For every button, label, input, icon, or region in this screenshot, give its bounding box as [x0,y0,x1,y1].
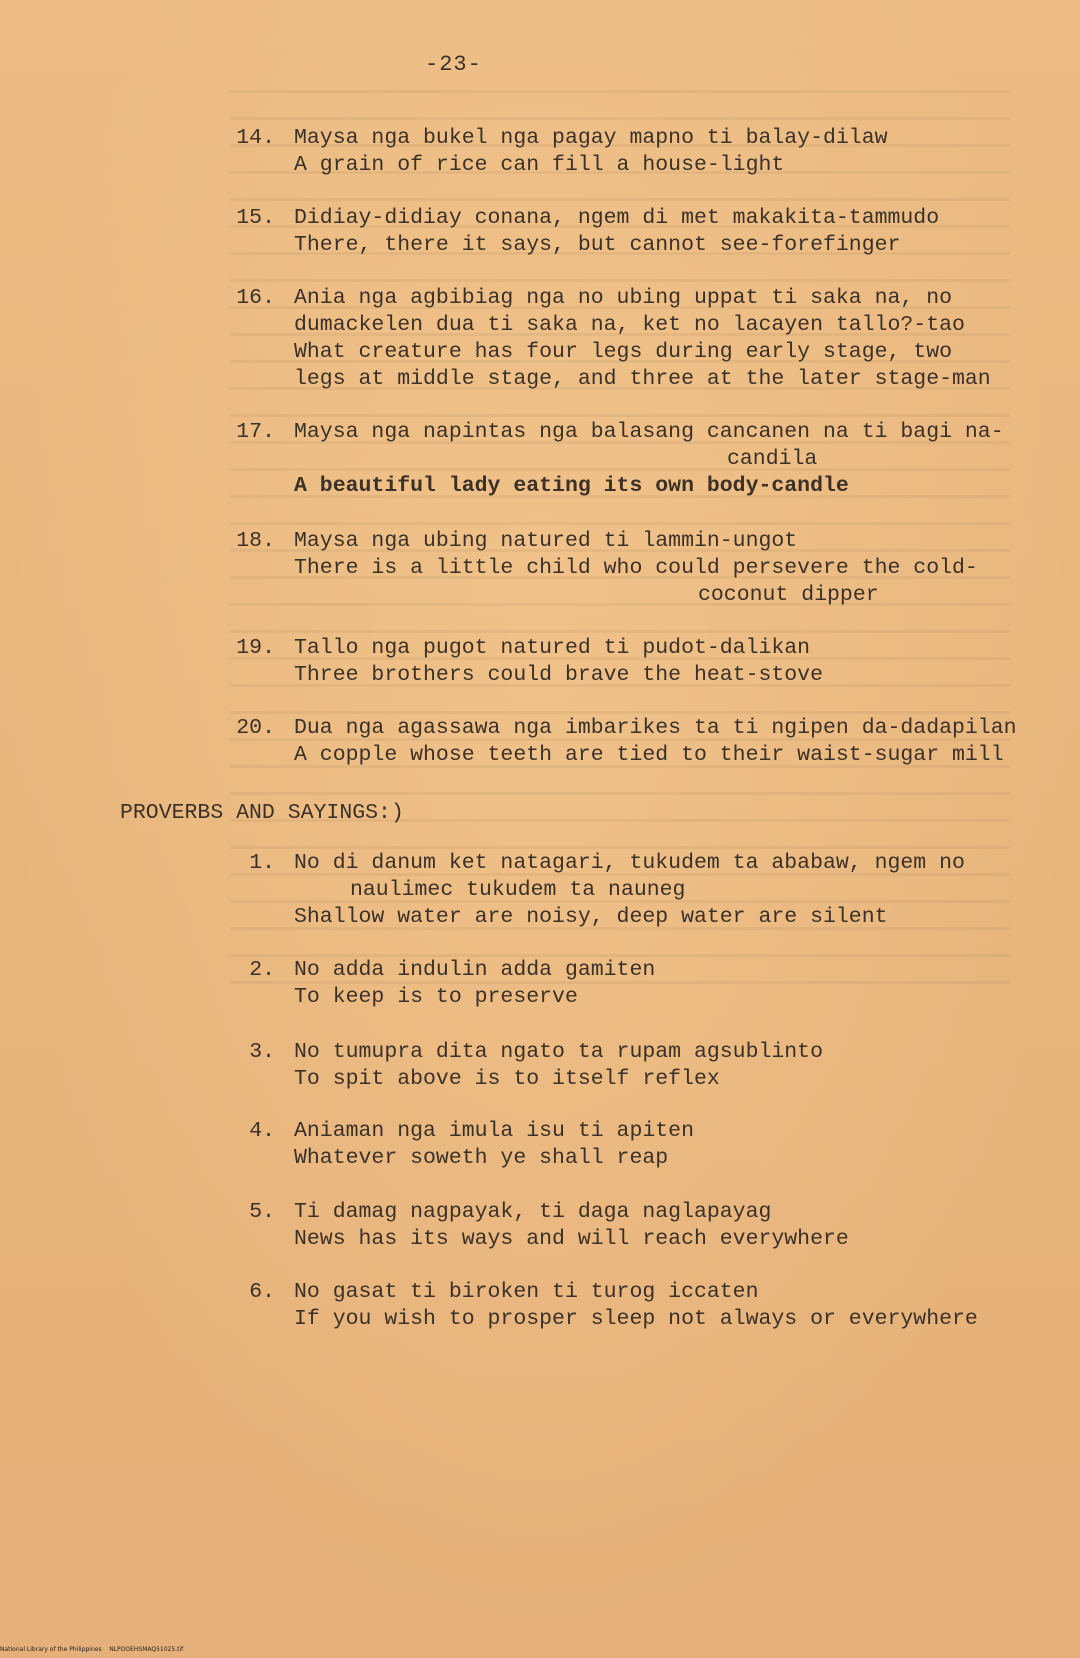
proverb-number: 4. [249,1119,275,1143]
riddle-number: 17. [236,420,275,444]
proverbs-heading: PROVERBS AND SAYINGS:) [120,801,404,825]
riddle-ilocano-line: Dua nga agassawa nga imbarikes ta ti ngipen da-dadapilan [294,716,1017,740]
riddle-english-line: A beautiful lady eating its own body-candle [294,474,849,498]
riddle-english-line: coconut dipper [698,583,879,607]
proverb-english-line: Whatever soweth ye shall reap [294,1146,669,1170]
proverb-english-line: To spit above is to itself reflex [294,1067,720,1091]
riddle-number: 15. [236,206,275,230]
proverb-number: 3. [249,1040,275,1064]
riddle-english-line: Three brothers could brave the heat-stove [294,663,823,687]
riddle-ilocano-line: Maysa nga ubing natured ti lammin-ungot [294,529,798,553]
riddle-english-line: legs at middle stage, and three at the later stage-man [294,367,991,391]
riddle-number: 18. [236,529,275,553]
riddle-ilocano-line: Tallo nga pugot natured ti pudot-dalikan [294,636,811,660]
proverb-number: 1. [249,851,275,875]
proverb-number: 6. [249,1280,275,1304]
proverb-ilocano-line: Ti damag nagpayak, ti daga naglapayag [294,1200,772,1224]
scan-footer: National Library of the Philippines NLPOOEHSMAQ51025.tif [0,1646,184,1653]
proverb-number: 2. [249,958,275,982]
riddle-ilocano-line: Maysa nga bukel nga pagay mapno ti balay-dilaw [294,126,888,150]
riddle-number: 14. [236,126,275,150]
proverb-ilocano-line: Aniaman nga imula isu ti apiten [294,1119,694,1143]
riddle-english-line: What creature has four legs during early stage, two [294,340,953,364]
riddle-english-line: A grain of rice can fill a house-light [294,153,785,177]
proverb-english-line: News has its ways and will reach everywhere [294,1227,849,1251]
riddle-ilocano-line: dumackelen dua ti saka na, ket no lacayen tallo?-tao [294,313,965,337]
riddle-english-line: There is a little child who could persevere the cold- [294,556,978,580]
page-number: -23- [425,52,482,77]
proverb-english-line: To keep is to preserve [294,985,578,1009]
proverb-english-line: Shallow water are noisy, deep water are silent [294,905,888,929]
proverb-ilocano-line: No tumupra dita ngato ta rupam agsublinto [294,1040,823,1064]
proverb-number: 5. [249,1200,275,1224]
riddle-ilocano-line: Didiay-didiay conana, ngem di met makakita-tammudo [294,206,940,230]
riddle-number: 20. [236,716,275,740]
proverb-ilocano-line: naulimec tukudem ta nauneg [350,878,686,902]
riddle-english-line: A copple whose teeth are tied to their waist-sugar mill [294,743,1004,767]
riddle-number: 19. [236,636,275,660]
riddle-ilocano-line: Ania nga agbibiag nga no ubing uppat ti saka na, no [294,286,953,310]
proverb-ilocano-line: No di danum ket natagari, tukudem ta ababaw, ngem no [294,851,965,875]
proverb-english-line: If you wish to prosper sleep not always or everywhere [294,1307,978,1331]
proverb-ilocano-line: No adda indulin adda gamiten [294,958,656,982]
proverb-ilocano-line: No gasat ti biroken ti turog iccaten [294,1280,759,1304]
riddle-ilocano-line: candila [727,447,818,471]
riddle-english-line: There, there it says, but cannot see-forefinger [294,233,901,257]
riddle-ilocano-line: Maysa nga napintas nga balasang cancanen na ti bagi na- [294,420,1004,444]
riddle-number: 16. [236,286,275,310]
proverb-item [0,1279,978,1414]
